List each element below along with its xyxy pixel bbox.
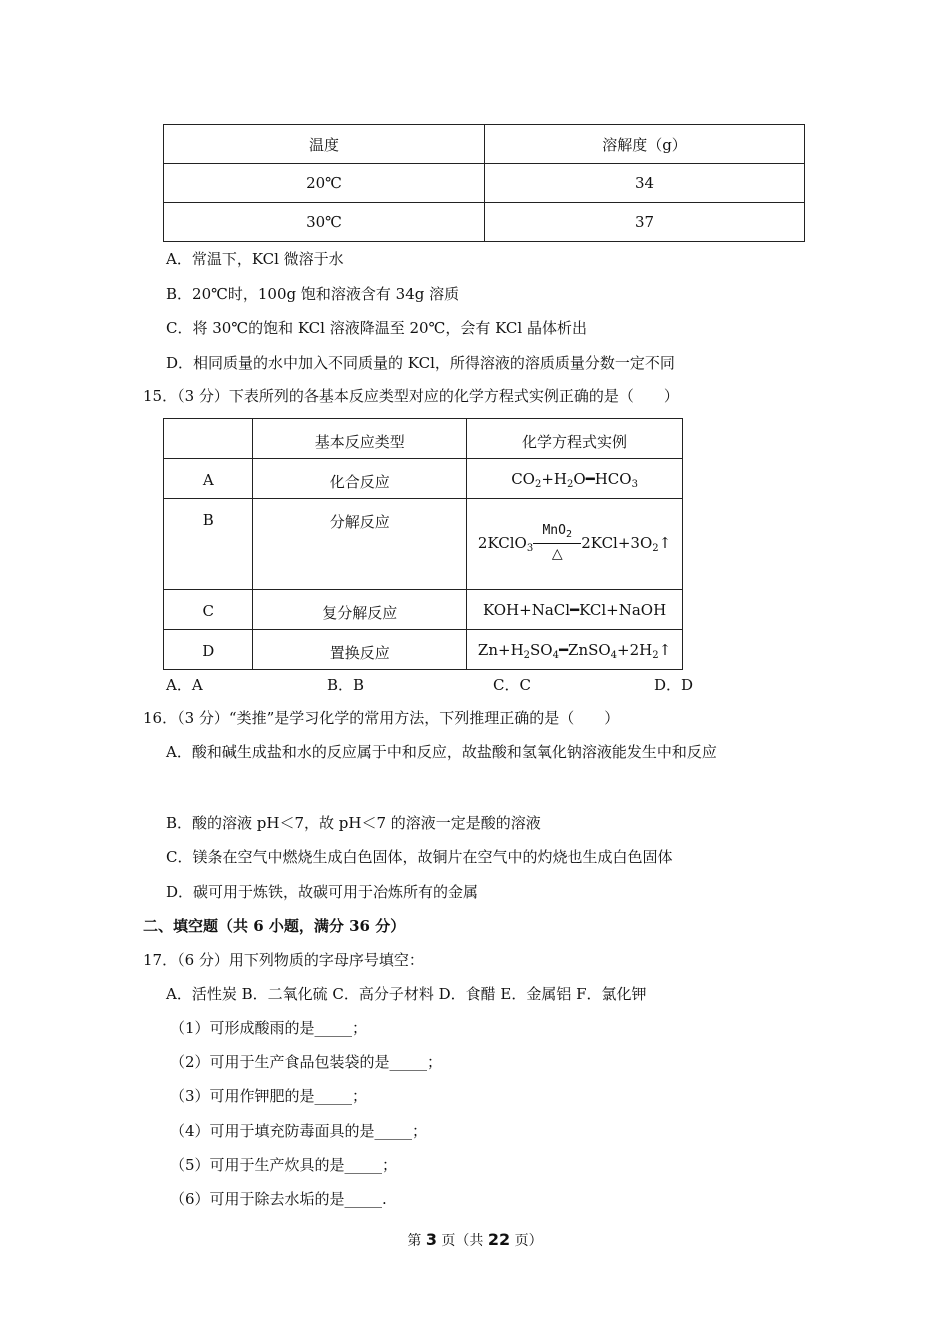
q16-option-a: A．酸和碱生成盐和水的反应属于中和反应，故盐酸和氢氧化钠溶液能发生中和反应 [166,743,717,761]
q14-option-c: C．将 30℃的饱和 KCl 溶液降温至 20℃，会有 KCl 晶体析出 [166,319,587,337]
table-header-cell: 化学方程式实例 [467,419,683,459]
equation-c: KOH+NaCl━KCl+NaOH [467,590,683,630]
q15-option-b: B．B [327,676,365,694]
reaction-type: 复分解反应 [253,590,467,630]
table-row [164,459,683,499]
row-label: C [164,590,253,630]
reaction-type: 置换反应 [253,630,467,670]
table-cell: 20℃ [164,164,485,203]
q15-option-d: D．D [654,676,694,694]
equation-b: 2KClO$_3$ MnO$_2$ △ $2KCl+3O_2↑$ [467,499,683,590]
q15-option-c: C．C [493,676,531,694]
q16-option-b: B．酸的溶液 pH＜7，故 pH＜7 的溶液一定是酸的溶液 [166,814,541,832]
footer-middle: 页（共 [436,1233,488,1249]
q16-stem: 16．（3 分）“类推”是学习化学的常用方法，下列推理正确的是（ ） [143,709,620,727]
table-cell: 34 [485,164,805,203]
table-row [164,164,805,203]
table-cell: 30℃ [164,203,485,242]
table-row [164,499,683,590]
footer-prefix: 第 [407,1233,426,1249]
q17-materials: A．活性炭 B．二氧化硫 C．高分子材料 D．食醋 E．金属铝 F．氯化钾 [166,985,647,1003]
table-cell: 37 [485,203,805,242]
q17-item-4: （4）可用于填充防毒面具的是_____； [170,1122,428,1140]
table-row [164,590,683,630]
table-row [164,419,683,459]
section-heading: 二、填空题（共 6 小题，满分 36 分） [143,917,406,935]
total-pages-number: 22 [487,1230,511,1249]
table-row [164,125,805,164]
equation-a: $CO_2+H_2O━HCO_3$ [467,459,683,499]
row-label: B [164,499,253,590]
heat-symbol: △ [551,546,563,562]
table-row [164,203,805,242]
q16-option-d: D．碳可用于炼铁，故碳可用于冶炼所有的金属 [166,883,479,901]
catalyst-label: MnO$_2$ [542,523,572,540]
table-header-cell: 基本反应类型 [253,419,467,459]
solubility-table [163,124,805,242]
table-header-cell: 温度 [164,125,485,164]
q17-item-2: （2）可用于生产食品包装袋的是_____； [170,1053,443,1071]
q14-option-b: B．20℃时，100g 饱和溶液含有 34g 溶质 [166,285,460,303]
table-header-cell: 溶解度（g） [485,125,805,164]
q17-item-6: （6）可用于除去水垢的是_____. [170,1190,387,1208]
page-footer [0,1230,950,1251]
reaction-condition [533,524,581,564]
reaction-type: 分解反应 [253,499,467,590]
q15-stem: 15．（3 分）下表所列的各基本反应类型对应的化学方程式实例正确的是（ ） [143,387,679,405]
q15-option-a: A．A [166,676,203,694]
q14-option-d: D．相同质量的水中加入不同质量的 KCl，所得溶液的溶质质量分数一定不同 [166,354,675,372]
q14-option-a: A．常温下，KCl 微溶于水 [166,250,344,268]
row-label: A [164,459,253,499]
footer-suffix: 页） [510,1233,543,1249]
q17-stem: 17．（6 分）用下列物质的字母序号填空： [143,951,424,969]
q17-item-3: （3）可用作钾肥的是_____； [170,1087,368,1105]
reaction-type: 化合反应 [253,459,467,499]
table-header-cell [164,419,253,459]
q17-item-5: （5）可用于生产炊具的是_____； [170,1156,398,1174]
q16-option-c: C．镁条在空气中燃烧生成白色固体，故铜片在空气中的灼烧也生成白色固体 [166,848,673,866]
reaction-table [163,418,683,670]
q17-item-1: （1）可形成酸雨的是_____； [170,1019,368,1037]
table-row [164,630,683,670]
row-label: D [164,630,253,670]
current-page-number: 3 [425,1230,437,1249]
equation-d: $Zn+H_2SO_4━ZnSO_4+2H_2↑$ [467,630,683,670]
